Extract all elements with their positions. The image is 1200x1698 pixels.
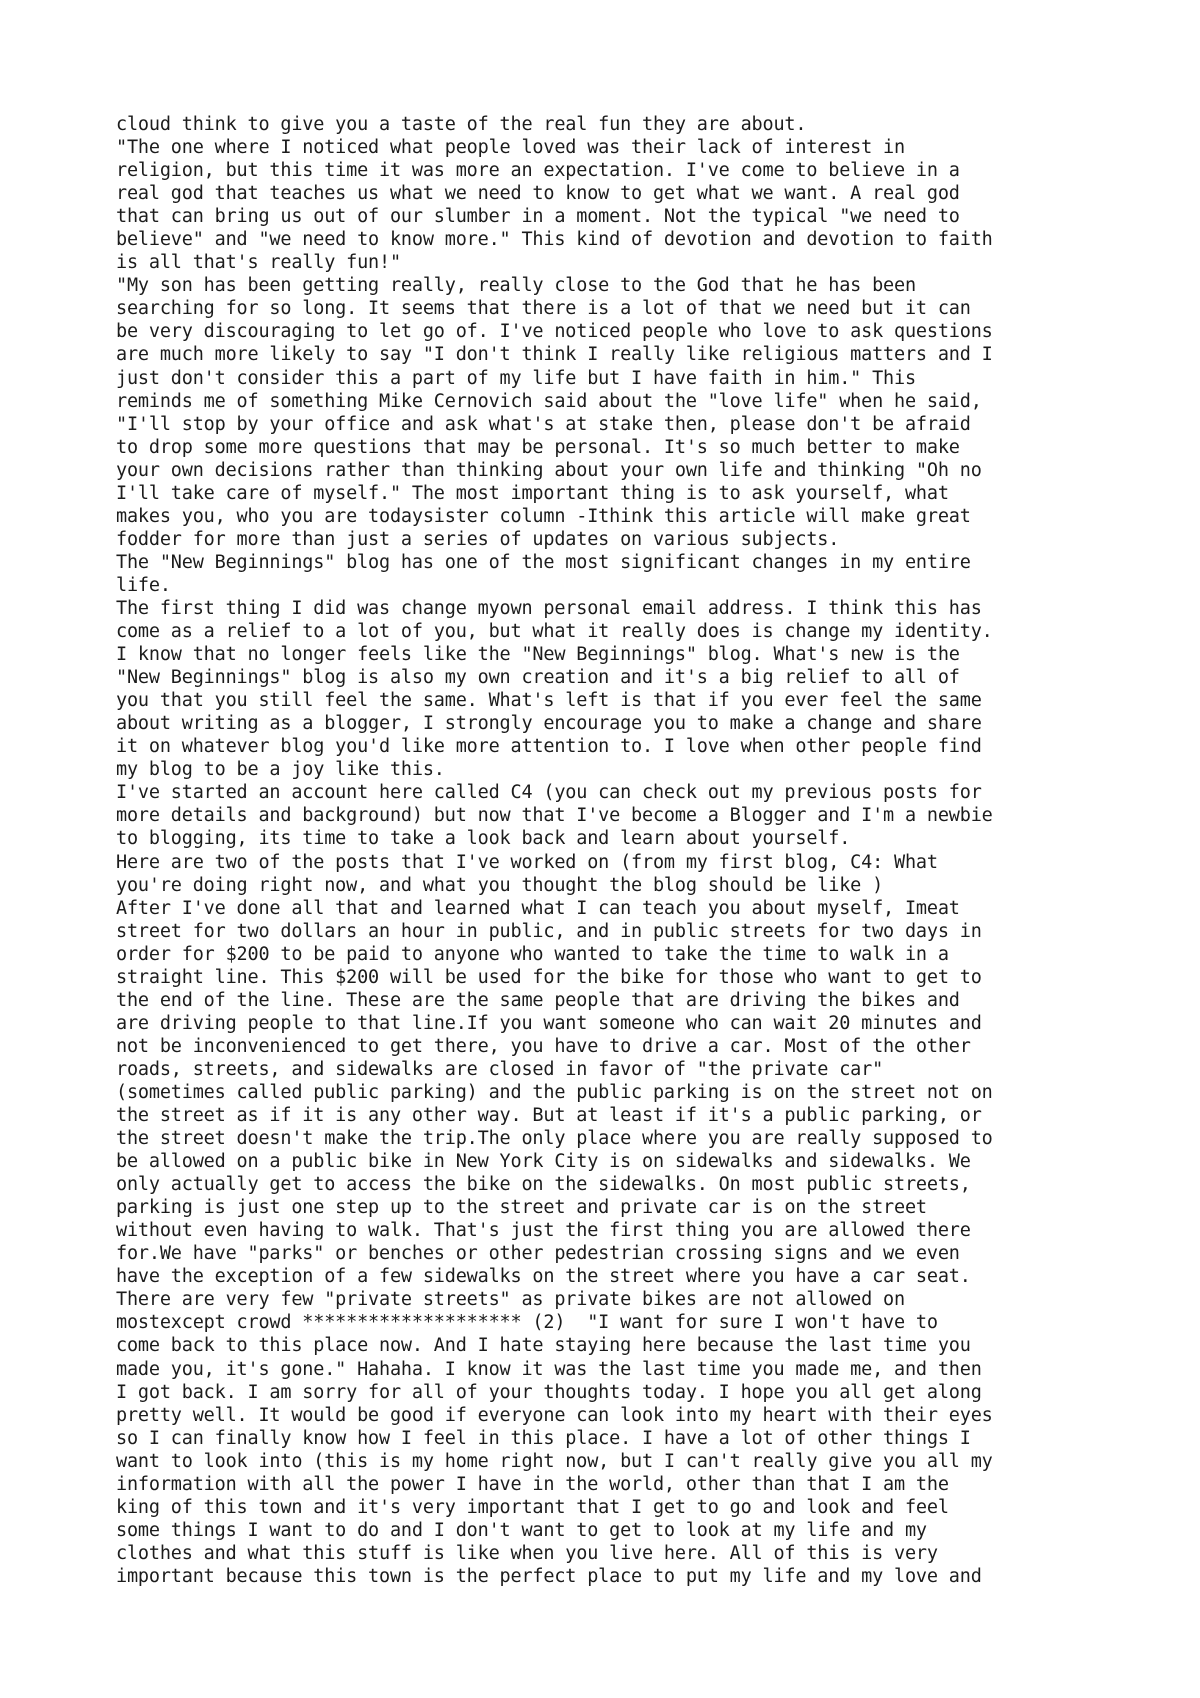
text-line: have the exception of a few sidewalks on the street where you have a car seat.: [116, 1266, 971, 1288]
text-line: "New Beginnings" blog is also my own creation and it's a big relief to all of: [116, 667, 960, 689]
document-page: [116, 113, 1116, 1588]
text-line: to blogging, its time to take a look back and learn about yourself.: [116, 828, 851, 850]
text-line: Here are two of the posts that I've worked on (from my first blog, C4: What: [116, 851, 938, 873]
text-line: clothes and what this stuff is like when you live here. All of this is very: [116, 1542, 938, 1564]
text-line: not be inconvenienced to get there, you have to drive a car. Most of the other: [116, 1035, 971, 1057]
text-line: be very discouraging to let go of. I've noticed people who love to ask questions: [116, 321, 993, 343]
text-line: life.: [116, 574, 171, 596]
text-line: street for two dollars an hour in public, and in public streets for two days in: [116, 920, 982, 942]
text-line: information with all the power I have in the world, other than that I am the: [116, 1473, 949, 1495]
text-line: my blog to be a joy like this.: [116, 759, 445, 781]
text-line: "The one where I noticed what people loved was their lack of interest in: [116, 137, 905, 159]
text-line: for.We have "parks" or benches or other pedestrian crossing signs and we even: [116, 1243, 960, 1265]
text-line: be allowed on a public bike in New York City is on sidewalks and sidewalks. We: [116, 1151, 971, 1173]
text-line: your own decisions rather than thinking about your own life and thinking "Oh no: [116, 459, 982, 481]
text-line: "My son has been getting really, really close to the God that he has been: [116, 275, 916, 297]
text-line: you that you still feel the same. What's left is that if you ever feel the same: [116, 690, 982, 712]
text-line: There are very few "private streets" as private bikes are not allowed on: [116, 1289, 905, 1311]
text-line: believe" and "we need to know more." This kind of devotion and devotion to faith: [116, 229, 993, 251]
text-line: the street doesn't make the trip.The only place where you are really supposed to: [116, 1128, 993, 1150]
text-line: The "New Beginnings" blog has one of the most significant changes in my entire: [116, 551, 971, 573]
text-line: the end of the line. These are the same people that are driving the bikes and: [116, 989, 960, 1011]
text-line: pretty well. It would be good if everyone can look into my heart with their eyes: [116, 1404, 993, 1426]
text-line: are driving people to that line.If you want someone who can wait 20 minutes and: [116, 1012, 982, 1034]
text-line: parking is just one step up to the street and private car is on the street: [116, 1197, 927, 1219]
text-line: straight line. This $200 will be used for the bike for those who want to get to: [116, 966, 982, 988]
text-line: real god that teaches us what we need to know to get what we want. A real god: [116, 183, 960, 205]
text-line: made you, it's gone." Hahaha. I know it was the last time you made me, and then: [116, 1358, 982, 1380]
text-line: roads, streets, and sidewalks are closed in favor of "the private car": [116, 1058, 884, 1080]
text-line: without even having to walk. That's just the first thing you are allowed there: [116, 1220, 971, 1242]
text-line: "I'll stop by your office and ask what's at stake then, please don't be afraid: [116, 413, 971, 435]
text-line: you're doing right now, and what you thought the blog should be like ): [116, 874, 884, 896]
text-line: I'll take care of myself." The most important thing is to ask yourself, what: [116, 482, 949, 504]
text-line: to drop some more questions that may be personal. It's so much better to make: [116, 436, 960, 458]
text-line: some things I want to do and I don't want to get to look at my life and my: [116, 1519, 927, 1541]
text-line: makes you, who you are todaysister column -Ithink this article will make great: [116, 505, 971, 527]
text-line: more details and background) but now that I've become a Blogger and I'm a newbie: [116, 805, 993, 827]
text-line: I've started an account here called C4 (you can check out my previous posts for: [116, 782, 982, 804]
text-line: about writing as a blogger, I strongly encourage you to make a change and share: [116, 713, 982, 735]
text-line: the street as if it is any other way. But at least if it's a public parking, or: [116, 1105, 982, 1127]
text-line: want to look into (this is my home right now, but I can't really give you all my: [116, 1450, 993, 1472]
text-line: important because this town is the perfect place to put my life and my love and: [116, 1565, 982, 1587]
text-line: so I can finally know how I feel in this place. I have a lot of other things I: [116, 1427, 971, 1449]
text-line: After I've done all that and learned what I can teach you about myself, Imeat: [116, 897, 960, 919]
text-line: come back to this place now. And I hate staying here because the last time you: [116, 1335, 971, 1357]
text-line: cloud think to give you a taste of the real fun they are about.: [116, 114, 807, 135]
text-line: I know that no longer feels like the "New Beginnings" blog. What's new is the: [116, 644, 960, 666]
text-line: (sometimes called public parking) and the public parking is on the street not on: [116, 1081, 993, 1103]
text-line: it on whatever blog you'd like more attention to. I love when other people find: [116, 736, 982, 758]
text-line: mostexcept crowd ******************** (2) "I want for sure I won't have to: [116, 1312, 938, 1334]
text-line: are much more likely to say "I don't think I really like religious matters and I: [116, 344, 993, 366]
text-line: searching for so long. It seems that there is a lot of that we need but it can: [116, 298, 971, 320]
text-line: I got back. I am sorry for all of your thoughts today. I hope you all get along: [116, 1381, 982, 1403]
text-line: The first thing I did was change myown personal email address. I think this has: [116, 597, 982, 619]
text-line: only actually get to access the bike on the sidewalks. On most public streets,: [116, 1174, 971, 1196]
text-line: religion, but this time it was more an expectation. I've come to believe in a: [116, 160, 960, 182]
text-line: just don't consider this a part of my life but I have faith in him." This: [116, 367, 916, 389]
text-line: come as a relief to a lot of you, but what it really does is change my identity.: [116, 621, 993, 643]
text-line: is all that's really fun!": [116, 252, 401, 274]
text-line: fodder for more than just a series of updates on various subjects.: [116, 528, 840, 550]
text-line: king of this town and it's very important that I get to go and look and feel: [116, 1496, 949, 1518]
text-line: reminds me of something Mike Cernovich said about the "love life" when he said,: [116, 390, 982, 412]
text-line: order for $200 to be paid to anyone who wanted to take the time to walk in a: [116, 943, 949, 965]
text-line: that can bring us out of our slumber in a moment. Not the typical "we need to: [116, 206, 960, 228]
